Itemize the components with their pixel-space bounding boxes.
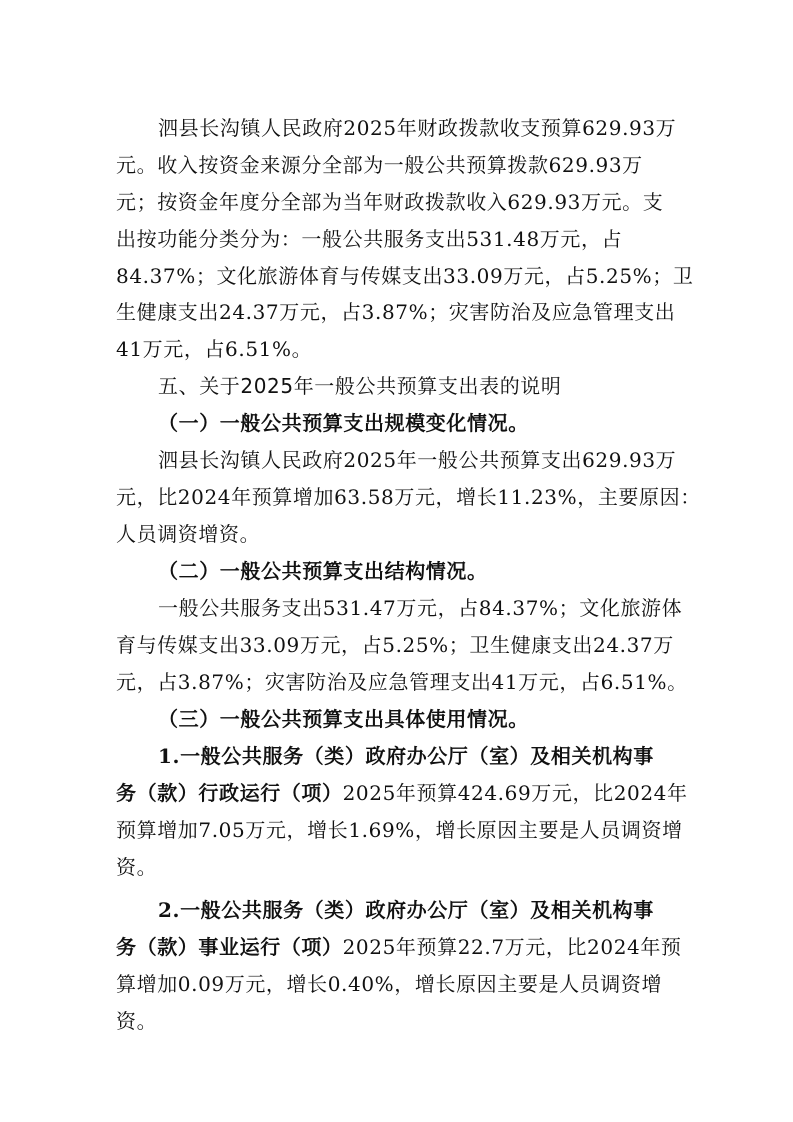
- item-line: 资。: [116, 1009, 158, 1033]
- intro-line: 元。收入按资金来源分全部为一般公共预算拨款629.93万: [116, 153, 643, 177]
- item-line: 算增加0.09万元，增长0.40%，增长原因主要是人员调资增: [116, 972, 663, 996]
- item-title-continuation: 务（款）行政运行（项）: [116, 781, 343, 805]
- section-heading: 五、关于2025年一般公共预算支出表的说明: [158, 374, 562, 398]
- paragraph-line: 泗县长沟镇人民政府2025年一般公共预算支出629.93万: [158, 448, 677, 472]
- paragraph-line: 元，比2024年预算增加63.58万元，增长11.23%，主要原因：: [116, 485, 701, 509]
- item-line: [116, 777, 688, 809]
- item-line: [116, 931, 682, 963]
- paragraph-line: 育与传媒支出33.09万元，占5.25%；卫生健康支出24.37万: [116, 633, 674, 657]
- intro-line: 元；按资金年度分全部为当年财政拨款收入629.93万元。支: [116, 190, 664, 214]
- item-title-continuation: 务（款）事业运行（项）: [116, 935, 343, 959]
- item-title-line: 2.一般公共服务（类）政府办公厅（室）及相关机构事: [158, 898, 654, 922]
- intro-line: 泗县长沟镇人民政府2025年财政拨款收支预算629.93万: [158, 116, 677, 140]
- subsection-heading: （一）一般公共预算支出规模变化情况。: [158, 411, 529, 435]
- subsection-heading: （三）一般公共预算支出具体使用情况。: [158, 707, 529, 731]
- intro-line: 84.37%；文化旅游体育与传媒支出33.09万元，占5.25%；卫: [116, 264, 694, 288]
- intro-line: 出按功能分类分为：一般公共服务支出531.48万元，占: [116, 227, 623, 251]
- subsection-heading: （二）一般公共预算支出结构情况。: [158, 559, 488, 583]
- paragraph-line: 人员调资增资。: [116, 522, 261, 546]
- paragraph-line: 一般公共服务支出531.47万元，占84.37%；文化旅游体: [158, 596, 683, 620]
- item-line: 预算增加7.05万元，增长1.69%，增长原因主要是人员调资增: [116, 818, 683, 842]
- item-line: 资。: [116, 855, 158, 879]
- item-title-line: 1.一般公共服务（类）政府办公厅（室）及相关机构事: [158, 744, 654, 768]
- intro-line: 生健康支出24.37万元，占3.87%；灾害防治及应急管理支出: [116, 300, 676, 324]
- item-text: 2025年预算22.7万元，比2024年预: [342, 935, 682, 959]
- item-text: 2025年预算424.69万元，比2024年: [342, 781, 688, 805]
- intro-line: 41万元，占6.51%。: [116, 337, 313, 361]
- paragraph-line: 元，占3.87%；灾害防治及应急管理支出41万元，占6.51%。: [116, 670, 688, 694]
